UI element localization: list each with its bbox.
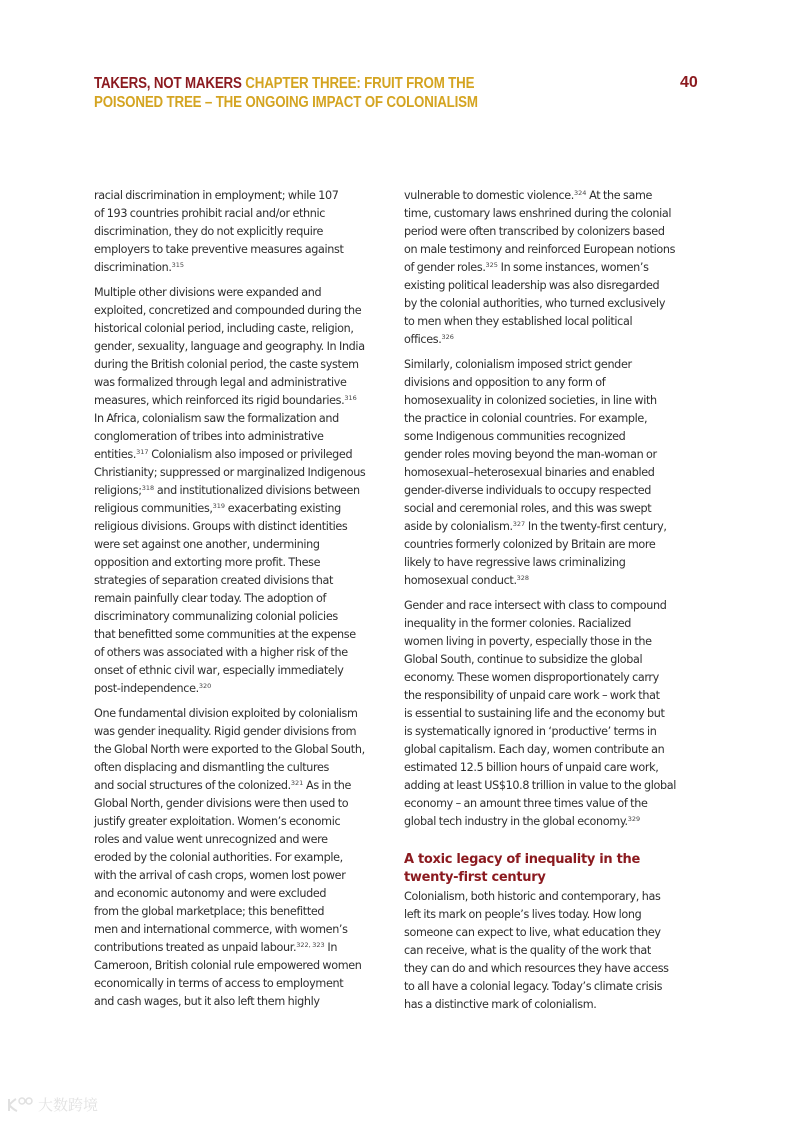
text-line: Global South, continue to subsidize the global [404, 653, 643, 666]
text-run: In [324, 941, 338, 954]
text-line: divisions and opposition to any form of [404, 376, 606, 389]
text-run: and social structures of the colonized. [94, 779, 291, 792]
text-line [404, 518, 700, 536]
text-line: One fundamental division exploited by colonialism [94, 707, 358, 720]
footnote-reference[interactable]: 328 [516, 574, 530, 582]
text-line [404, 187, 700, 205]
body-paragraph [94, 705, 390, 1011]
text-line: historical colonial period, including caste, religion, [94, 322, 354, 335]
text-line: to men when they established local political [404, 315, 633, 328]
text-line [94, 939, 390, 957]
text-line: In Africa, colonialism saw the formalization and [94, 412, 339, 425]
footnote-reference[interactable]: 327 [512, 520, 526, 528]
text-line: and economic autonomy and were excluded [94, 887, 327, 900]
text-run: In the twenty-first century, [525, 520, 667, 533]
text-line: eroded by the colonial authorities. For example, [94, 851, 343, 864]
text-line: global capitalism. Each day, women contribute an [404, 743, 665, 756]
text-run: entities. [94, 448, 137, 461]
text-line: economy. These women disproportionately carry [404, 671, 659, 684]
text-line: someone can expect to live, what education they [404, 926, 661, 939]
left-column [94, 187, 390, 1018]
text-line: left its mark on people’s lives today. How long [404, 908, 642, 921]
text-line: conglomeration of tribes into administrative [94, 430, 324, 443]
body-paragraph [404, 187, 700, 349]
text-run: In some instances, women’s [497, 261, 649, 274]
text-line: estimated 12.5 billion hours of unpaid care work, [404, 761, 659, 774]
footnote-reference[interactable]: 325 [485, 261, 498, 269]
text-line: is essential to sustaining life and the economy but [404, 707, 665, 720]
body-paragraph [94, 187, 390, 277]
text-line: time, customary laws enshrined during the colonial [404, 207, 672, 220]
text-line: the responsibility of unpaid care work – work that [404, 689, 660, 702]
text-line: were set against one another, undermining [94, 538, 320, 551]
text-run: aside by colonialism. [404, 520, 513, 533]
text-run: religions; [94, 484, 142, 497]
watermark [6, 1094, 98, 1115]
series-title: TAKERS, NOT MAKERS [94, 75, 242, 92]
watermark-text: 大数跨境 [38, 1096, 99, 1114]
running-header [94, 74, 498, 112]
text-line [404, 259, 700, 277]
text-line: onset of ethnic civil war, especially immediately [94, 664, 344, 677]
text-line: countries formerly colonized by Britain are more [404, 538, 656, 551]
text-line: justify greater exploitation. Women’s economic [94, 815, 341, 828]
text-line: roles and value went unrecognized and were [94, 833, 328, 846]
section-heading-line: A toxic legacy of inequality in the [404, 852, 640, 867]
text-line: period were often transcribed by colonizers based [404, 225, 665, 238]
text-line: inequality in the former colonies. Racialized [404, 617, 631, 630]
text-line: Gender and race intersect with class to compound [404, 599, 667, 612]
footnote-reference[interactable]: 329 [627, 815, 641, 823]
text-line: discrimination, they do not explicitly require [94, 225, 324, 238]
text-line: gender-diverse individuals to occupy respected [404, 484, 652, 497]
text-line: Christianity; suppressed or marginalized Indigenous [94, 466, 366, 479]
text-run: measures, which reinforced its rigid boundaries. [94, 394, 345, 407]
section-heading-line: twenty-first century [404, 870, 546, 885]
text-line: religious divisions. Groups with distinct identities [94, 520, 348, 533]
text-run: vulnerable to domestic violence. [404, 189, 574, 202]
footnote-reference[interactable]: 315 [171, 261, 185, 269]
text-line: with the arrival of cash crops, women lost power [94, 869, 346, 882]
text-line: strategies of separation created divisions that [94, 574, 334, 587]
text-line: of 193 countries prohibit racial and/or ethnic [94, 207, 326, 220]
right-column-body-after-heading [404, 888, 700, 1014]
text-line: some Indigenous communities recognized [404, 430, 626, 443]
text-line: they can do and which resources they have access [404, 962, 669, 975]
footnote-reference[interactable]: 316 [344, 394, 357, 402]
text-line: the Global North were exported to the Global South, [94, 743, 365, 756]
text-line: homosexuality in colonized societies, in line with [404, 394, 657, 407]
footnote-reference[interactable]: 322, 323 [296, 941, 325, 949]
text-line: has a distinctive mark of colonialism. [404, 998, 597, 1011]
text-line: on male testimony and reinforced European notions [404, 243, 676, 256]
watermark-logo-icon [6, 1096, 34, 1114]
text-run: As in the [303, 779, 352, 792]
text-line: by the colonial authorities, who turned exclusively [404, 297, 666, 310]
text-line: discriminatory communalizing colonial policies [94, 610, 338, 623]
text-run: contributions treated as unpaid labour. [94, 941, 297, 954]
text-line: Similarly, colonialism imposed strict gender [404, 358, 632, 371]
text-run: religious communities, [94, 502, 213, 515]
text-line: women living in poverty, especially those in the [404, 635, 652, 648]
text-line: during the British colonial period, the caste system [94, 358, 359, 371]
footnote-reference[interactable]: 318 [141, 484, 155, 492]
page-number: 40 [680, 74, 698, 91]
right-column-body-before-heading [404, 187, 700, 831]
right-column [404, 187, 700, 1021]
footnote-reference[interactable]: 319 [212, 502, 226, 510]
text-run: exacerbating existing [225, 502, 341, 515]
body-paragraph [404, 597, 700, 831]
text-run: discrimination. [94, 261, 172, 274]
text-line [94, 446, 390, 464]
text-run: post-independence. [94, 682, 199, 695]
chapter-title: CHAPTER THREE: FRUIT FROM THE POISONED TREE – THE ONGOING IMPACT OF COLONIALISM [94, 75, 478, 111]
text-run: At the same [586, 189, 653, 202]
text-line: Colonialism, both historic and contemporary, has [404, 890, 661, 903]
text-line: to all have a colonial legacy. Today’s climate crisis [404, 980, 663, 993]
text-line: likely to have regressive laws criminalizing [404, 556, 626, 569]
text-run: and institutionalized divisions between [154, 484, 360, 497]
text-line: men and international commerce, with women’s [94, 923, 348, 936]
text-line [94, 680, 390, 698]
text-line: was gender inequality. Rigid gender divisions from [94, 725, 357, 738]
text-line [404, 331, 700, 349]
text-run: offices. [404, 333, 442, 346]
text-line: Multiple other divisions were expanded and [94, 286, 322, 299]
text-line: exploited, concretized and compounded during the [94, 304, 362, 317]
text-line: from the global marketplace; this benefitted [94, 905, 325, 918]
section-heading [404, 851, 700, 887]
text-line: can receive, what is the quality of the work that [404, 944, 651, 957]
text-run: homosexual conduct. [404, 574, 517, 587]
text-line: that benefitted some communities at the expense [94, 628, 356, 641]
text-line: economically in terms of access to employment [94, 977, 344, 990]
footnote-reference[interactable]: 321 [290, 779, 304, 787]
text-line [94, 259, 390, 277]
text-run: Colonialism also imposed or privileged [148, 448, 353, 461]
text-line: homosexual–heterosexual binaries and enabled [404, 466, 655, 479]
text-line: opposition and extorting more profit. These [94, 556, 321, 569]
text-line: the practice in colonial countries. For example, [404, 412, 648, 425]
text-line: was formalized through legal and administrative [94, 376, 347, 389]
body-paragraph [94, 284, 390, 698]
text-line: employers to take preventive measures against [94, 243, 344, 256]
text-line [404, 813, 700, 831]
text-line: social and ceremonial roles, and this was swept [404, 502, 652, 515]
text-line: is systematically ignored in ‘productive’ terms in [404, 725, 657, 738]
text-line: remain painfully clear today. The adoption of [94, 592, 327, 605]
text-line: racial discrimination in employment; while 107 [94, 189, 339, 202]
text-line: often displacing and dismantling the cultures [94, 761, 330, 774]
body-paragraph [404, 888, 700, 1014]
text-line [94, 482, 390, 500]
text-line [94, 777, 390, 795]
footnote-reference[interactable]: 320 [198, 682, 212, 690]
text-run: of gender roles. [404, 261, 486, 274]
footnote-reference[interactable]: 324 [574, 189, 587, 197]
text-line [94, 392, 390, 410]
text-line: existing political leadership was also disregarded [404, 279, 660, 292]
text-line: gender roles moving beyond the man-woman or [404, 448, 657, 461]
text-line [94, 500, 390, 518]
footnote-reference[interactable]: 326 [441, 333, 454, 341]
text-line: Cameroon, British colonial rule empowered women [94, 959, 362, 972]
text-run: global tech industry in the global economy. [404, 815, 628, 828]
body-paragraph [404, 356, 700, 590]
text-line: of others was associated with a higher risk of the [94, 646, 348, 659]
text-line: gender, sexuality, language and geography. In India [94, 340, 365, 353]
text-line: and cash wages, but it also left them highly [94, 995, 320, 1008]
text-line: adding at least US$10.8 trillion in value to the global [404, 779, 677, 792]
footnote-reference[interactable]: 317 [136, 448, 149, 456]
text-line: Global North, gender divisions were then used to [94, 797, 349, 810]
text-line [404, 572, 700, 590]
text-line: economy – an amount three times value of the [404, 797, 648, 810]
